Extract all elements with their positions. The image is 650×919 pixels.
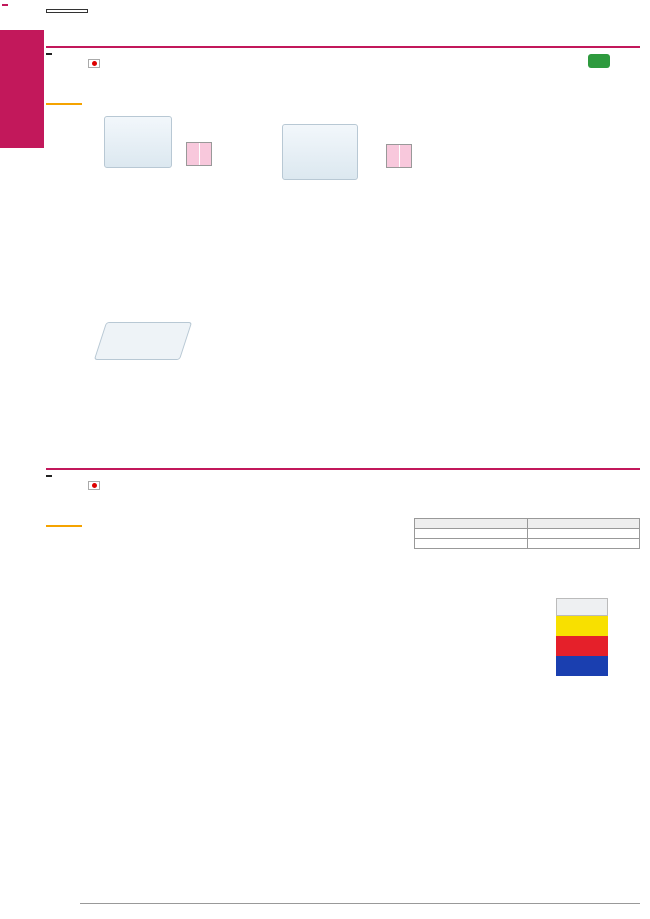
stock-count-label xyxy=(46,9,88,13)
lid-image-s36 xyxy=(94,322,192,360)
brand-label xyxy=(46,470,52,479)
drawing-link[interactable] xyxy=(46,525,82,527)
feature-list xyxy=(234,78,266,130)
container-image-s54 xyxy=(282,124,358,180)
brand-label xyxy=(46,48,52,57)
page-number-top xyxy=(2,4,8,6)
page-header xyxy=(46,6,646,34)
japan-flag-icon xyxy=(88,481,100,490)
container-image-s36 xyxy=(104,116,172,168)
rohs-badge xyxy=(588,54,610,68)
japan-flag-icon xyxy=(88,59,100,68)
pallet-grid-s36 xyxy=(186,142,212,166)
feature-list xyxy=(234,500,266,539)
section-divider xyxy=(46,468,640,470)
sidebar xyxy=(0,0,44,919)
stacking-example-image xyxy=(556,598,608,678)
section-divider xyxy=(46,46,640,48)
footer-legend xyxy=(80,903,640,907)
category-band xyxy=(0,30,44,148)
drawing-link[interactable] xyxy=(46,103,82,105)
pallet-grid-s54 xyxy=(386,144,412,168)
material-table xyxy=(414,518,640,549)
